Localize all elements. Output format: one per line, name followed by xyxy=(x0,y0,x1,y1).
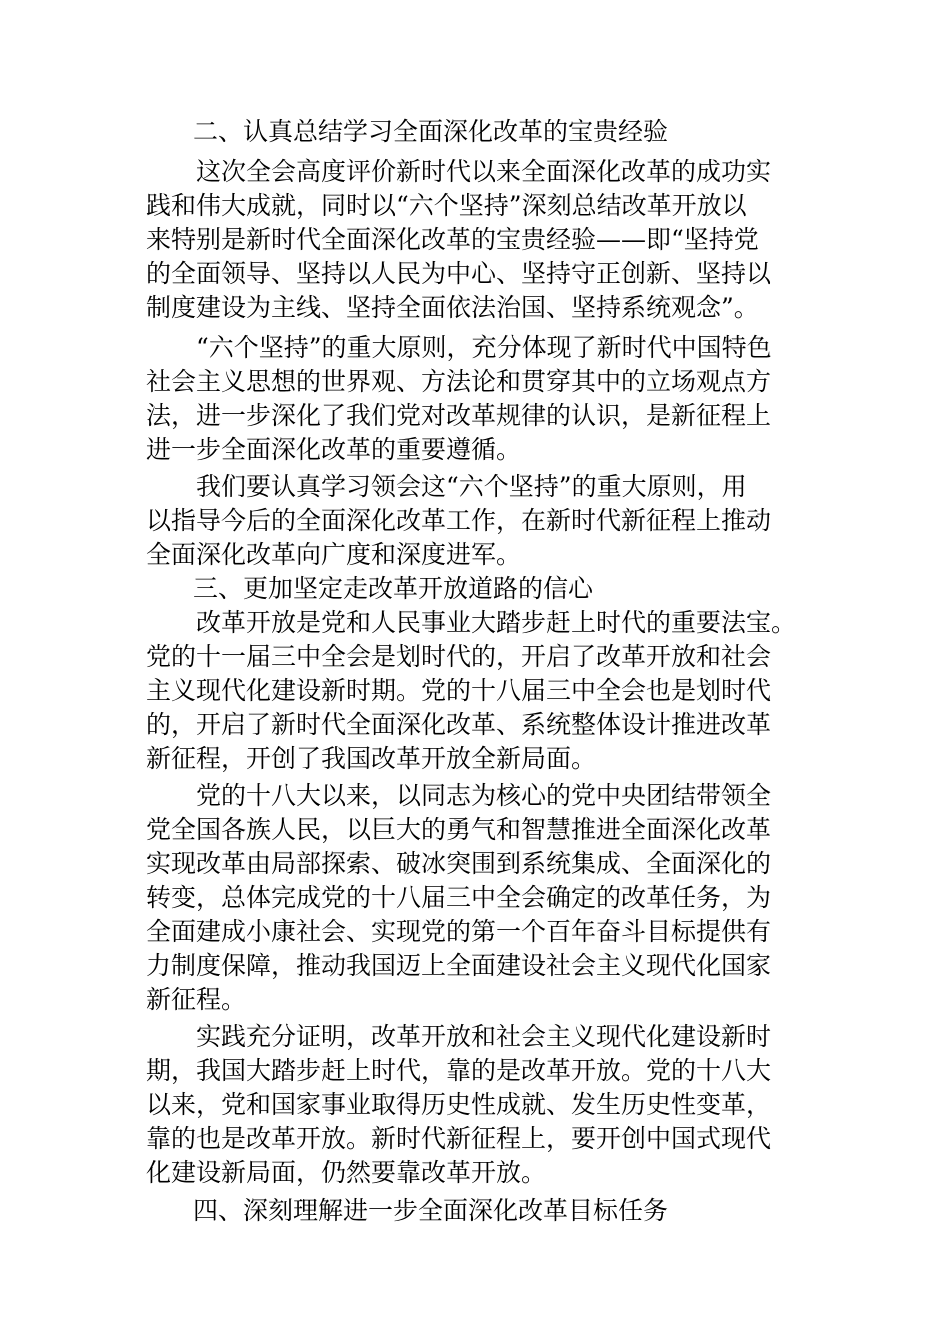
paragraph-line: 新征程。 xyxy=(146,985,247,1014)
paragraph-line: 力制度保障，推动我国迈上全面建设社会主义现代化国家 xyxy=(146,951,772,980)
section-heading: 四、深刻理解进一步全面深化改革目标任务 xyxy=(193,1196,669,1225)
paragraph-line: 化建设新局面，仍然要靠改革开放。 xyxy=(146,1158,547,1187)
paragraph-line: 全面深化改革向广度和深度进军。 xyxy=(146,540,522,569)
paragraph-line: 这次全会高度评价新时代以来全面深化改革的成功实 xyxy=(196,157,772,186)
paragraph-line: 期，我国大踏步赶上时代，靠的是改革开放。党的十八大 xyxy=(146,1056,772,1085)
paragraph-line: 的，开启了新时代全面深化改革、系统整体设计推进改革 xyxy=(146,710,772,739)
paragraph-line: 实现改革由局部探索、破冰突围到系统集成、全面深化的 xyxy=(146,849,772,878)
paragraph-line: 新征程，开创了我国改革开放全新局面。 xyxy=(146,744,597,773)
paragraph-line: 党的十八大以来，以同志为核心的党中央团结带领全 xyxy=(196,781,772,810)
section-heading: 二、认真总结学习全面深化改革的宝贵经验 xyxy=(193,117,669,146)
paragraph-line: 以来，党和国家事业取得历史性成就、发生历史性变革， xyxy=(146,1090,772,1119)
paragraph-line: 践和伟大成就，同时以“六个坚持”深刻总结改革开放以 xyxy=(146,191,747,220)
paragraph-line: “六个坚持”的重大原则，充分体现了新时代中国特色 xyxy=(196,333,772,362)
paragraph-line: 我们要认真学习领会这“六个坚持”的重大原则，用 xyxy=(196,472,747,501)
paragraph-line: 的全面领导、坚持以人民为中心、坚持守正创新、坚持以 xyxy=(146,259,772,288)
paragraph-line: 社会主义思想的世界观、方法论和贯穿其中的立场观点方 xyxy=(146,367,772,396)
paragraph-line: 法，进一步深化了我们党对改革规律的认识，是新征程上 xyxy=(146,401,772,430)
paragraph-line: 主义现代化建设新时期。党的十八届三中全会也是划时代 xyxy=(146,676,772,705)
paragraph-line: 转变，总体完成党的十八届三中全会确定的改革任务，为 xyxy=(146,883,772,912)
paragraph-line: 以指导今后的全面深化改革工作，在新时代新征程上推动 xyxy=(146,506,772,535)
paragraph-line: 来特别是新时代全面深化改革的宝贵经验——即“坚持党 xyxy=(146,225,759,254)
paragraph-line: 制度建设为主线、坚持全面依法治国、坚持系统观念”。 xyxy=(146,293,759,322)
paragraph-line: 靠的也是改革开放。新时代新征程上，要开创中国式现代 xyxy=(146,1124,772,1153)
paragraph-line: 进一步全面深化改革的重要遵循。 xyxy=(146,435,522,464)
paragraph-line: 党全国各族人民，以巨大的勇气和智慧推进全面深化改革 xyxy=(146,815,772,844)
paragraph-line: 实践充分证明，改革开放和社会主义现代化建设新时 xyxy=(196,1022,772,1051)
paragraph-line: 党的十一届三中全会是划时代的，开启了改革开放和社会 xyxy=(146,642,772,671)
section-heading: 三、更加坚定走改革开放道路的信心 xyxy=(193,574,594,603)
paragraph-line: 改革开放是党和人民事业大踏步赶上时代的重要法宝。 xyxy=(196,608,797,637)
paragraph-line: 全面建成小康社会、实现党的第一个百年奋斗目标提供有 xyxy=(146,917,772,946)
